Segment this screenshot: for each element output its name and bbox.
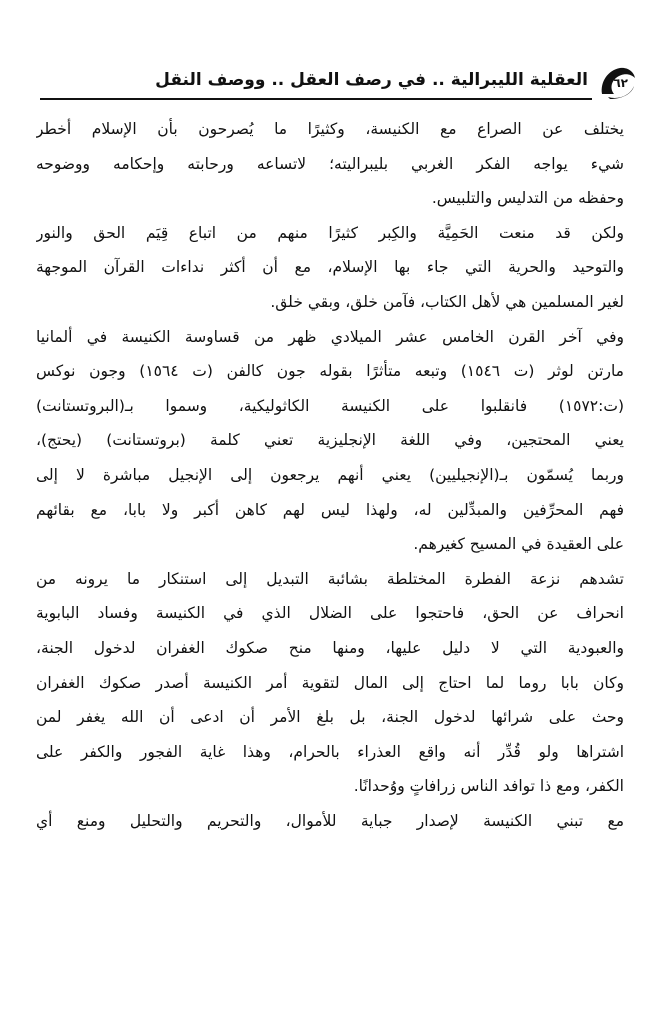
text-line: وكان بابا روما لما احتاج إلى المال لتقوية أمر الكنيسة أصدر صكوك الغفران: [36, 673, 624, 692]
text-line: وحث على شرائها لدخول الجنة، بل بلغ الأمر أن ادعى أن الله يغفر لمن: [36, 708, 624, 727]
running-header-title: العقلية الليبرالية .. في رصف العقل .. ووصف النقل: [155, 70, 588, 90]
text-line: فهم المحرِّفين والمبدِّلين له، ولهذا ليس لهم كاهن أكبر ولا بابا، مع بقائهم: [36, 500, 624, 519]
text-line: يعني المحتجين، وفي اللغة الإنجليزية تعني كلمة (بروتستانت) (يحتج)،: [36, 431, 624, 450]
text-line: وفي آخر القرن الخامس عشر الميلادي ظهر من قساوسة الكنيسة في ألمانيا: [36, 327, 624, 346]
text-line: مع تبني الكنيسة لإصدار جباية للأموال، والتحريم والتحليل ومنع أي: [36, 811, 624, 830]
text-line: وربما يُسمّون بـ(الإنجيليين) يعني أنهم يرجعون إلى الإنجيل مباشرة لا إلى: [36, 465, 624, 484]
text-line: والعبودية التي لا دليل عليها، ومنها منح صكوك الغفران لدخول الجنة،: [36, 638, 624, 657]
text-line: ولكن قد منعت الحَمِيَّة والكِبر كثيرًا منهم من اتباع قِيَم الحق والنور: [36, 223, 624, 242]
text-line: (ت:١٥٧٢) فانقلبوا على الكنيسة الكاثوليكية، وسموا بـ(البروتستانت): [36, 396, 624, 415]
header-divider: [40, 98, 592, 100]
running-header: [40, 64, 640, 104]
page-number-ornament: [598, 64, 638, 102]
text-line: مارتن لوثر (ت ١٥٤٦) وتبعه متأثرًا بقوله جون كالفن (ت ١٥٦٤) وجون نوكس: [36, 362, 624, 381]
body-text: [36, 112, 624, 838]
page-number: ٦٢: [613, 76, 628, 90]
text-line: يختلف عن الصراع مع الكنيسة، وكثيرًا ما يُصرحون بأن الإسلام أخطر: [36, 120, 624, 138]
text-line: لغير المسلمين هي لأهل الكتاب، فآمن خلق، وبقي خلق.: [270, 292, 624, 311]
text-line: شيء يواجه الفكر الغربي بليبراليته؛ لاتساعه ورحابته وإحكامه ووضوحه: [36, 154, 624, 173]
text-line: تشدهم نزعة الفطرة المختلطة بشائبة التبديل إلى استنكار ما يرونه من: [36, 569, 624, 588]
text-line: وحفظه من التدليس والتلبيس.: [431, 189, 624, 208]
text-line: على العقيدة في المسيح كغيرهم.: [413, 535, 624, 554]
text-line: الكفر، ومع ذا توافد الناس زرافاتٍ ووُحدانًا.: [353, 777, 624, 796]
text-line: انحراف عن الحق، فاحتجوا على الضلال الذي في الكنيسة وفساد البابوية: [36, 604, 624, 623]
text-line: والتوحيد والحرية التي جاء بها الإسلام، مع أن أكثر نداءات القرآن الموجهة: [36, 258, 624, 277]
text-line: اشتراها ولو قُدِّر أنه واقع العذراء بالحرام، وهذا غاية الفجور والكفر على: [36, 742, 624, 761]
